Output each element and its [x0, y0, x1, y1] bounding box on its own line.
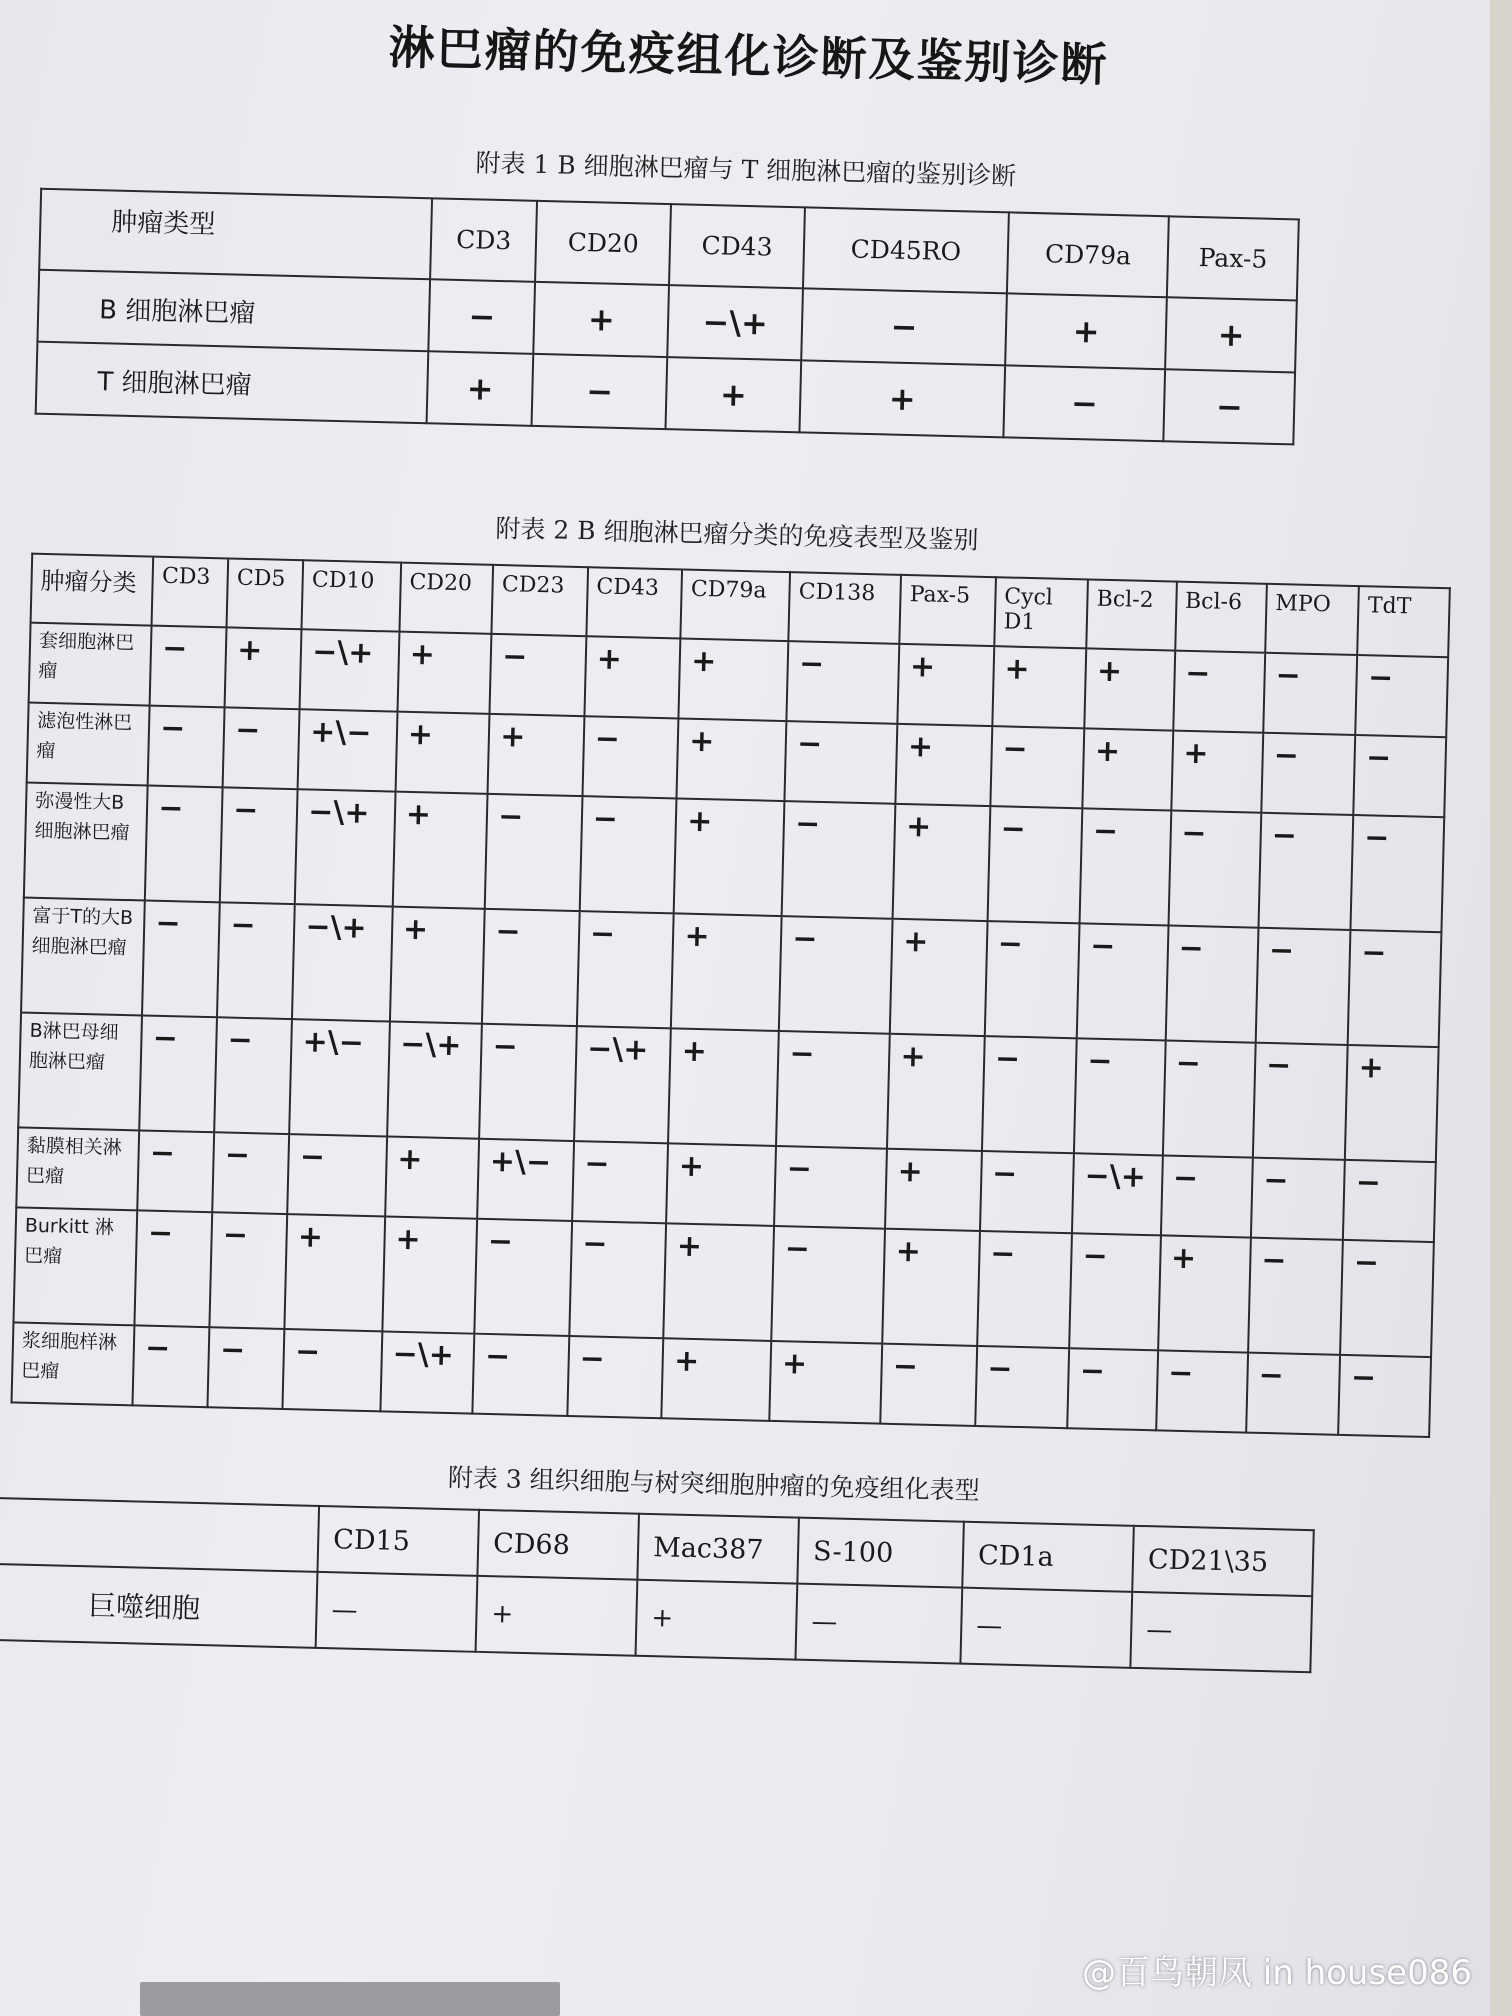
table2-cell: − [1356, 655, 1448, 737]
table2-col: MPO [1265, 584, 1359, 655]
table2-cell: − [1067, 1348, 1157, 1430]
table1-cell: + [534, 282, 670, 357]
table2-cell: − [787, 641, 900, 724]
table3-cell: — [960, 1588, 1132, 1668]
table2-cell: − [567, 1336, 663, 1418]
table2-cell: +\− [289, 1019, 389, 1136]
table2-cell: + [285, 1214, 385, 1331]
table2-cell: + [1171, 731, 1263, 813]
table1 [35, 188, 1300, 446]
table2-cell: − [782, 801, 896, 919]
table2-cell: − [133, 1325, 210, 1407]
table2-cell: − [776, 1031, 890, 1149]
table2-cell: − [774, 1146, 887, 1229]
table2-cell: − [1161, 1155, 1253, 1237]
table2-cell: − [208, 1327, 285, 1409]
table2-cell: − [223, 707, 300, 789]
table2-cell: − [473, 1334, 569, 1416]
table3-col: CD68 [477, 1510, 639, 1580]
table2-col: CD43 [586, 567, 682, 638]
table2-col: Cycl D1 [994, 577, 1088, 648]
table2-col: Bcl-2 [1086, 579, 1176, 650]
table2-cell: + [885, 1149, 981, 1231]
table2-cell: − [485, 794, 582, 911]
table2-cell: − [217, 902, 295, 1019]
table3-corner [0, 1497, 319, 1571]
table2-cell: − [1074, 1038, 1165, 1155]
table2-cell: + [679, 638, 789, 721]
table2-cell: − [479, 1024, 576, 1141]
table2-cell: + [382, 1216, 477, 1333]
table2-cell: + [395, 712, 489, 794]
table2-cell: − [1248, 1238, 1343, 1355]
next-page-strip [140, 1982, 560, 2016]
table1-cell: − [1164, 369, 1295, 444]
table2-cell: + [390, 907, 485, 1024]
table3-cell: — [316, 1572, 478, 1652]
table2-cell: +\− [298, 709, 398, 791]
table1-corner: 肿瘤类型 [39, 189, 432, 280]
table1-cell: − [1003, 365, 1165, 441]
table2-cell: − [135, 1210, 213, 1327]
table3-col: Mac387 [637, 1514, 799, 1584]
table1-cell: − [532, 354, 668, 429]
table2-cell: − [1246, 1353, 1340, 1435]
table3-cell: — [1130, 1592, 1312, 1672]
table2-cell: − [220, 787, 298, 904]
watermark: @百鸟朝凤 in house086 [1081, 1953, 1472, 1993]
table2-cell: + [1158, 1235, 1251, 1352]
table3-col: CD21\35 [1132, 1526, 1314, 1596]
table2-cell: + [1345, 1045, 1438, 1162]
table2-cell: + [671, 913, 782, 1031]
table2-cell: − [475, 1219, 572, 1336]
table2-cell: − [210, 1212, 288, 1329]
table1-cell: − [428, 279, 535, 354]
table2-cell: − [150, 626, 227, 708]
table2-cell: + [770, 1341, 883, 1424]
table2-corner: 肿瘤分类 [31, 554, 154, 626]
table2-cell: + [890, 919, 987, 1036]
table2-row-label: 滤泡性淋巴瘤 [27, 703, 150, 786]
table2-col: Pax-5 [900, 575, 996, 646]
table2-cell: + [662, 1338, 772, 1421]
table1-caption: 附表 1 B 细胞淋巴瘤与 T 细胞淋巴瘤的鉴别诊断 [475, 148, 1017, 191]
table2 [10, 553, 1450, 1438]
table2-cell: + [1085, 648, 1175, 730]
table2-row-label: 浆细胞样淋巴瘤 [12, 1322, 135, 1405]
table2-cell: + [666, 1143, 776, 1226]
table1-cell: + [427, 351, 534, 426]
table3-col: CD15 [317, 1506, 479, 1576]
table2-cell: + [668, 1028, 779, 1146]
table2-cell: − [1348, 930, 1441, 1047]
table2-cell: + [225, 627, 302, 709]
table1-col: CD45RO [803, 207, 1009, 293]
table2-cell: + [898, 644, 994, 726]
table2-cell: − [1256, 928, 1351, 1045]
table3-caption: 附表 3 组织细胞与树突细胞肿瘤的免疫组化表型 [447, 1463, 980, 1506]
table2-cell: + [896, 724, 992, 806]
table3-row-label: 巨噬细胞 [0, 1563, 317, 1647]
table2-cell: − [1080, 808, 1171, 925]
table2-cell: − [1156, 1350, 1248, 1432]
table2-cell: − [490, 634, 586, 716]
table2-cell: + [677, 718, 787, 801]
table2-cell: − [1173, 651, 1265, 733]
table2-cell: + [664, 1223, 775, 1341]
table2-cell: − [1263, 653, 1357, 735]
table2-cell: − [1343, 1160, 1435, 1242]
table2-col: CD23 [492, 565, 588, 636]
table3-col: S-100 [797, 1518, 964, 1588]
table2-cell: + [882, 1229, 979, 1346]
table2-col: CD5 [227, 558, 304, 629]
table3-cell: + [636, 1580, 798, 1660]
table2-cell: − [482, 909, 579, 1026]
table1-cell: + [1005, 293, 1167, 369]
table2-cell: − [975, 1346, 1069, 1428]
table2-cell: − [779, 916, 893, 1034]
table2-cell: − [990, 726, 1084, 808]
table2-cell: + [385, 1136, 479, 1218]
table2-cell: − [772, 1226, 886, 1344]
table2-cell: +\− [477, 1139, 573, 1221]
table3-cell: + [476, 1576, 638, 1656]
table1-cell: −\+ [667, 285, 803, 360]
table2-cell: −\+ [387, 1022, 482, 1139]
table2-cell: − [287, 1134, 387, 1216]
table2-cell: − [1354, 735, 1446, 817]
table1-col: CD20 [535, 201, 671, 285]
table1-col: CD3 [430, 198, 537, 282]
table2-col: CD79a [681, 570, 791, 642]
table1-cell: + [1165, 297, 1296, 372]
table2-cell: −\+ [574, 1026, 671, 1143]
table2-cell: − [1251, 1158, 1345, 1240]
table1-col: CD43 [669, 204, 805, 288]
table2-cell: − [214, 1017, 292, 1134]
table1-row-label: T 细胞淋巴瘤 [36, 342, 429, 424]
table2-cell: + [1083, 728, 1173, 810]
table2-cell: − [142, 900, 220, 1017]
table2-cell: −\+ [300, 629, 400, 711]
table2-col: CD138 [789, 572, 902, 644]
table2-cell: + [893, 804, 990, 921]
table1-cell: − [801, 288, 1007, 365]
table3-cell: — [795, 1584, 962, 1664]
table2-cell: − [572, 1141, 668, 1223]
table2-cell: + [674, 798, 785, 916]
table2-cell: + [488, 714, 584, 796]
table2-row-label: B淋巴母细胞淋巴瘤 [18, 1012, 142, 1130]
table2-cell: − [1165, 925, 1258, 1042]
table2-cell: − [582, 716, 678, 798]
table2-body [12, 623, 1449, 1437]
table2-cell: − [283, 1329, 383, 1411]
table2-cell: −\+ [295, 789, 395, 906]
table2-cell: − [1339, 1355, 1431, 1437]
table2-cell: + [393, 792, 488, 909]
table2-cell: − [212, 1132, 289, 1214]
table3 [0, 1496, 1315, 1673]
table2-cell: − [145, 786, 223, 903]
table1-col: CD79a [1007, 212, 1169, 297]
table2-cell: − [1168, 811, 1261, 928]
table2-cell: − [880, 1344, 976, 1426]
table2-cell: + [397, 632, 491, 714]
table2-cell: − [137, 1130, 214, 1212]
table2-row-label: Burkitt 淋巴瘤 [13, 1207, 137, 1325]
table1-cell: + [799, 360, 1005, 437]
table2-col: Bcl-6 [1175, 582, 1267, 653]
table2-caption: 附表 2 B 细胞淋巴瘤分类的免疫表型及鉴别 [495, 513, 979, 555]
table2-cell: − [577, 911, 674, 1028]
table2-row-label: 弥漫性大B细胞淋巴瘤 [24, 783, 148, 901]
table2-cell: − [1069, 1233, 1160, 1350]
table2-cell: − [1162, 1040, 1255, 1157]
table2-row-label: 富于T的大B细胞淋巴瘤 [21, 898, 145, 1016]
table2-cell: −\+ [1072, 1153, 1162, 1235]
document-title: 淋巴瘤的免疫组化诊断及鉴别诊断 [388, 20, 1110, 92]
table1-cell: + [666, 357, 802, 432]
table2-cell: − [580, 796, 677, 913]
table2-cell: − [987, 806, 1082, 923]
table2-cell: + [887, 1034, 984, 1151]
table2-cell: − [985, 921, 1080, 1038]
table2-cell: − [785, 721, 898, 804]
table2-row-label: 黏膜相关淋巴瘤 [16, 1127, 139, 1210]
table2-cell: − [1259, 813, 1354, 930]
table2-cell: − [977, 1231, 1072, 1348]
table1-col: Pax-5 [1167, 216, 1299, 300]
table2-cell: − [139, 1015, 217, 1132]
table2-col: CD3 [152, 557, 229, 628]
table2-row-label: 套细胞淋巴瘤 [29, 623, 152, 706]
table2-cell: − [982, 1036, 1077, 1153]
table2-cell: − [980, 1151, 1074, 1233]
table2-cell: − [1077, 923, 1168, 1040]
table2-cell: − [1351, 815, 1444, 932]
table1-row-label: B 细胞淋巴瘤 [37, 270, 430, 352]
table2-cell: + [584, 636, 680, 718]
table2-cell: − [569, 1221, 666, 1338]
table2-cell: − [1261, 733, 1355, 815]
table2-cell: − [148, 706, 225, 788]
table2-col: CD10 [302, 560, 401, 631]
table2-cell: + [992, 646, 1086, 728]
table2-col: CD20 [399, 563, 493, 634]
table2-cell: −\+ [380, 1331, 474, 1413]
table2-cell: − [1253, 1043, 1348, 1160]
table2-cell: − [1341, 1240, 1434, 1357]
table2-cell: −\+ [292, 904, 392, 1021]
table3-col: CD1a [962, 1522, 1134, 1592]
table2-col: TdT [1358, 586, 1450, 657]
